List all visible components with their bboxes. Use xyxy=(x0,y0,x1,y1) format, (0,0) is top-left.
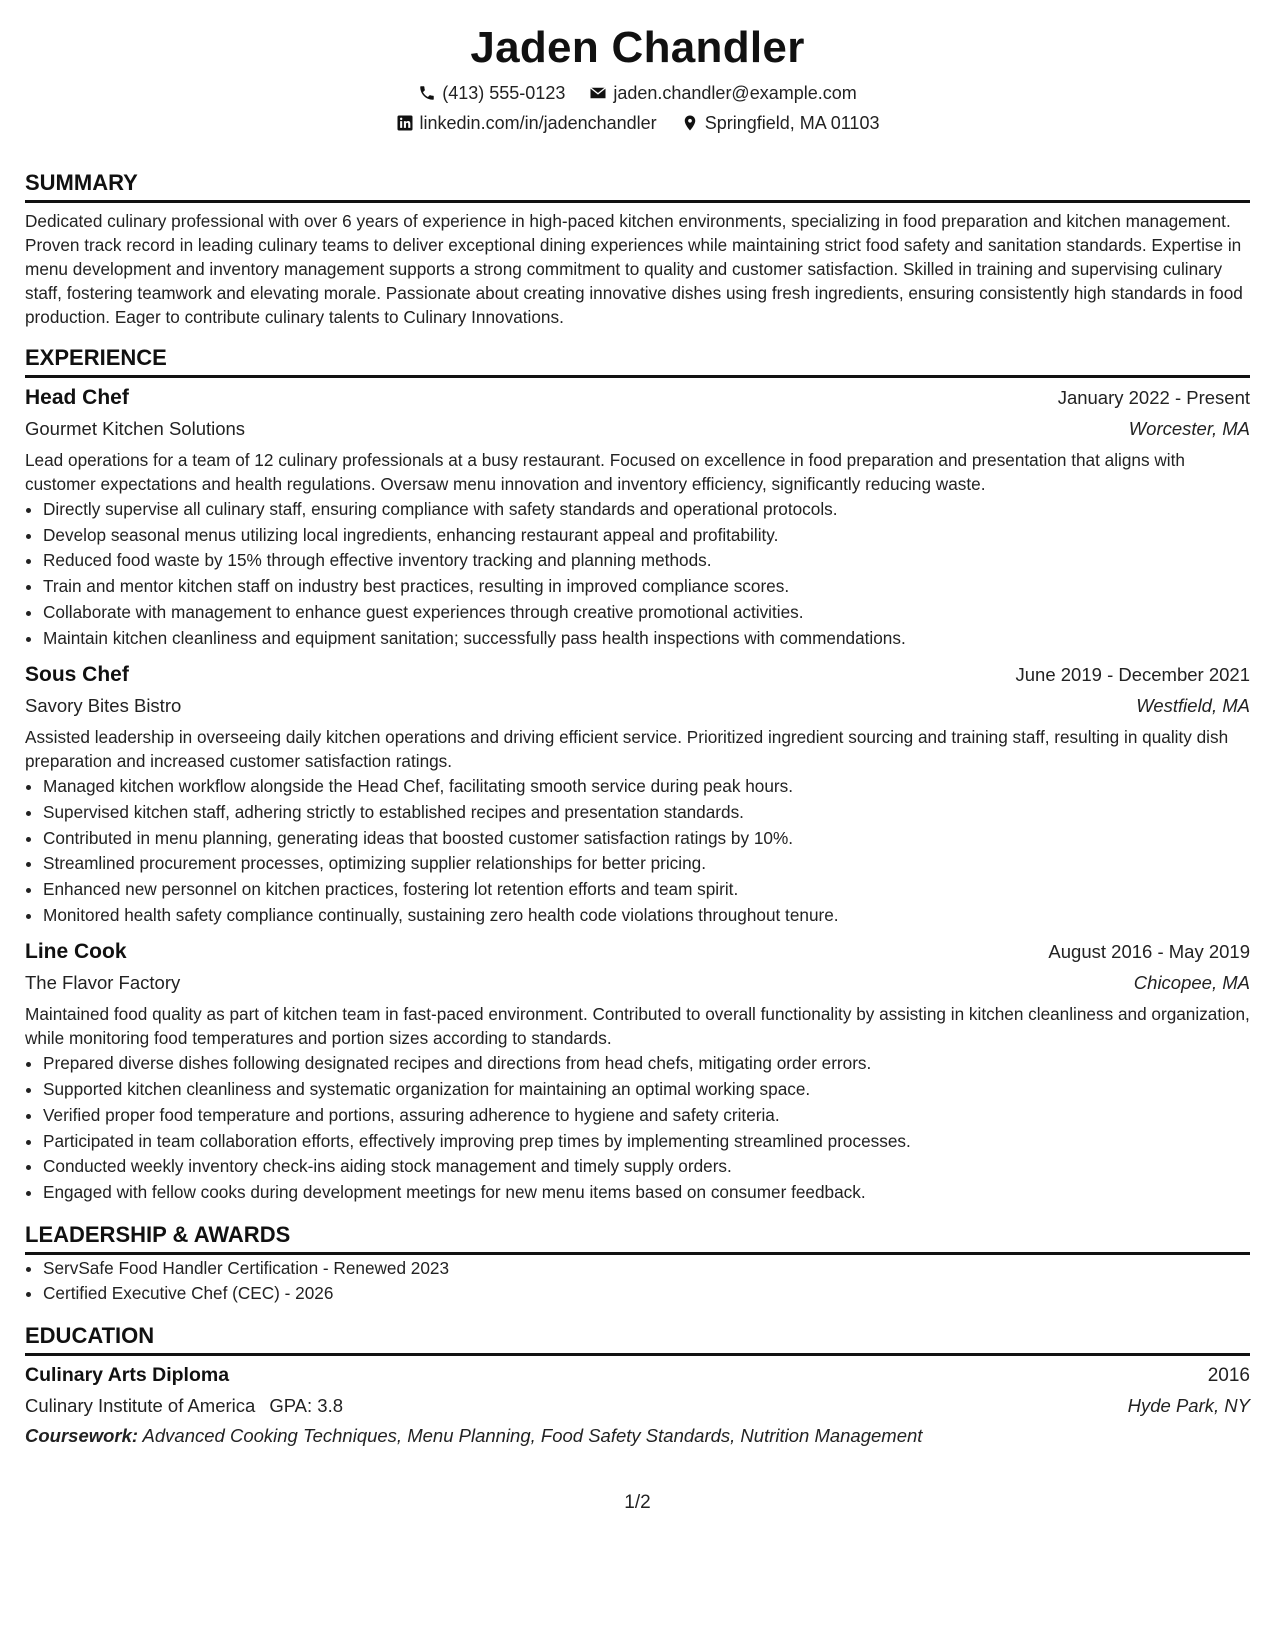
contact-phone xyxy=(418,78,565,108)
list-item: • Supported kitchen cleanliness and systematic organization for maintaining an optimal working space. xyxy=(43,1077,1250,1103)
coursework-label: Coursework: xyxy=(25,1425,139,1447)
job-title: Head Chef xyxy=(25,386,129,409)
contact-row-2 xyxy=(25,108,1250,138)
list-item: • Participated in team collaboration efforts, effectively improving prep times by implementing streamlined processes. xyxy=(43,1129,1250,1155)
job-description: Maintained food quality as part of kitchen team in fast-paced environment. Contributed to overall functionality by assisting in kitchen cleanliness and organization, while monitoring food temperatures and portion sizes according to standards. xyxy=(25,1004,1250,1049)
company-name: The Flavor Factory xyxy=(25,972,181,994)
job-dates: June 2019 - December 2021 xyxy=(1015,664,1250,686)
list-item: • Engaged with fellow cooks during development meetings for new menu items based on consumer feedback. xyxy=(43,1180,1250,1206)
list-item: • Directly supervise all culinary staff, ensuring compliance with safety standards and operational protocols. xyxy=(43,497,1250,523)
list-item: • Supervised kitchen staff, adhering strictly to established recipes and presentation standards. xyxy=(43,800,1250,826)
coursework xyxy=(25,1421,1250,1451)
company-name: Gourmet Kitchen Solutions xyxy=(25,418,246,439)
email-link[interactable]: jaden.chandler@example.com xyxy=(613,83,857,103)
job-location: Westfield, MA xyxy=(1136,695,1250,717)
section-title-leadership: LEADERSHIP & AWARDS xyxy=(25,1220,1250,1255)
list-item: • Collaborate with management to enhance guest experiences through creative promotional activities. xyxy=(43,600,1250,626)
section-title-education: EDUCATION xyxy=(25,1321,1250,1356)
education-section xyxy=(25,1321,1250,1451)
job-location: Worcester, MA xyxy=(1128,418,1250,439)
job-description: Lead operations for a team of 12 culinary professionals at a busy restaurant. Focused on excellence in food preparation and presentation that aligns with customer expectations and health regulations. Oversaw menu innovation and inventory efficiency, significantly reducing waste. xyxy=(25,450,1185,494)
job-entry xyxy=(25,659,1250,928)
contact-linkedin[interactable] xyxy=(396,108,657,138)
phone-text: (413) 555-0123 xyxy=(442,83,566,103)
envelope-icon xyxy=(589,84,607,102)
job-title: Line Cook xyxy=(25,940,127,964)
list-item: • Enhanced new personnel on kitchen practices, fostering lot retention efforts and team spirit. xyxy=(43,877,1250,903)
location-text: Springfield, MA 01103 xyxy=(704,113,880,133)
school-location: Hyde Park, NY xyxy=(1127,1395,1250,1417)
resume-page xyxy=(25,0,1250,1650)
job-dates: January 2022 - Present xyxy=(1057,387,1250,408)
list-item: • Prepared diverse dishes following designated recipes and directions from head chefs, mitigating order errors. xyxy=(43,1051,1250,1077)
page-number: 1/2 xyxy=(624,1492,651,1513)
coursework-list: Advanced Cooking Techniques, Menu Planning, Food Safety Standards, Nutrition Management xyxy=(142,1425,923,1447)
job-bullets xyxy=(25,1051,1250,1205)
school-name: Culinary Institute of America xyxy=(25,1395,256,1417)
job-bullets xyxy=(25,774,1250,928)
graduation-year: 2016 xyxy=(1207,1365,1250,1387)
job-bullets xyxy=(25,497,1250,651)
contact-row-1 xyxy=(25,78,1250,108)
linkedin-icon xyxy=(396,114,414,132)
list-item: • Develop seasonal menus utilizing local ingredients, enhancing restaurant appeal and profitability. xyxy=(43,523,1250,549)
candidate-name: Jaden Chandler xyxy=(470,23,805,72)
company-name: Savory Bites Bistro xyxy=(25,695,182,717)
list-item: • Streamlined procurement processes, optimizing supplier relationships for better pricing. xyxy=(43,851,1250,877)
list-item: • Contributed in menu planning, generating ideas that boosted customer satisfaction ratings by 10%. xyxy=(43,826,1250,852)
list-item: • Train and mentor kitchen staff on industry best practices, resulting in improved compliance scores. xyxy=(43,574,1250,600)
leadership-section xyxy=(25,1220,1250,1307)
list-item: • Certified Executive Chef (CEC) - 2026 xyxy=(43,1281,1250,1307)
contact-location xyxy=(681,108,880,138)
job-entry xyxy=(25,382,1250,651)
job-entry xyxy=(25,936,1250,1205)
awards-list xyxy=(25,1256,1250,1307)
job-title: Sous Chef xyxy=(25,663,129,687)
resume-header xyxy=(25,0,1250,138)
job-dates: August 2016 - May 2019 xyxy=(1048,941,1250,963)
list-item: • ServSafe Food Handler Certification - Renewed 2023 xyxy=(43,1256,1250,1282)
list-item: • Reduced food waste by 15% through effective inventory tracking and planning methods. xyxy=(43,548,1250,574)
job-location: Chicopee, MA xyxy=(1133,972,1250,994)
school-info xyxy=(25,1391,343,1421)
experience-section xyxy=(25,343,1250,1206)
list-item: • Managed kitchen workflow alongside the Head Chef, facilitating smooth service during peak hours. xyxy=(43,774,1250,800)
summary-section xyxy=(25,168,1250,329)
linkedin-link[interactable]: linkedin.com/in/jadenchandler xyxy=(419,113,657,133)
map-pin-icon xyxy=(681,114,699,132)
gpa: GPA: 3.8 xyxy=(269,1395,344,1417)
list-item: • Monitored health safety compliance continually, sustaining zero health code violations throughout tenure. xyxy=(43,903,1250,929)
degree-title: Culinary Arts Diploma xyxy=(25,1364,230,1387)
section-title-experience: EXPERIENCE xyxy=(25,343,1250,378)
phone-icon xyxy=(418,84,436,102)
list-item: • Conducted weekly inventory check-ins aiding stock management and timely supply orders. xyxy=(43,1154,1250,1180)
summary-text: Dedicated culinary professional with over 6 years of experience in high-paced kitchen environments, specializing in food preparation and kitchen management. Proven track record in leading culinary teams to deliver exceptional dining experiences while maintaining strict food safety and sanitation standards. Expertise in menu development and inventory management supports a strong commitment to quality and customer satisfaction. Skilled in training and supervising culinary staff, fostering teamwork and elevating morale. Passionate about creating innovative dishes using fresh ingredients, ensuring consistently high standards in food production. Eager to contribute culinary talents to Culinary Innovations. xyxy=(25,211,1243,327)
contact-email[interactable] xyxy=(589,78,856,108)
list-item: • Verified proper food temperature and portions, assuring adherence to hygiene and safety criteria. xyxy=(43,1103,1250,1129)
job-description: Assisted leadership in overseeing daily kitchen operations and driving efficient service. Prioritized ingredient sourcing and training staff, resulting in quality dish preparation and increased customer satisfaction ratings. xyxy=(25,727,1229,772)
section-title-summary: SUMMARY xyxy=(25,168,1250,203)
list-item: • Maintain kitchen cleanliness and equipment sanitation; successfully pass health inspections with commendations. xyxy=(43,626,1250,652)
